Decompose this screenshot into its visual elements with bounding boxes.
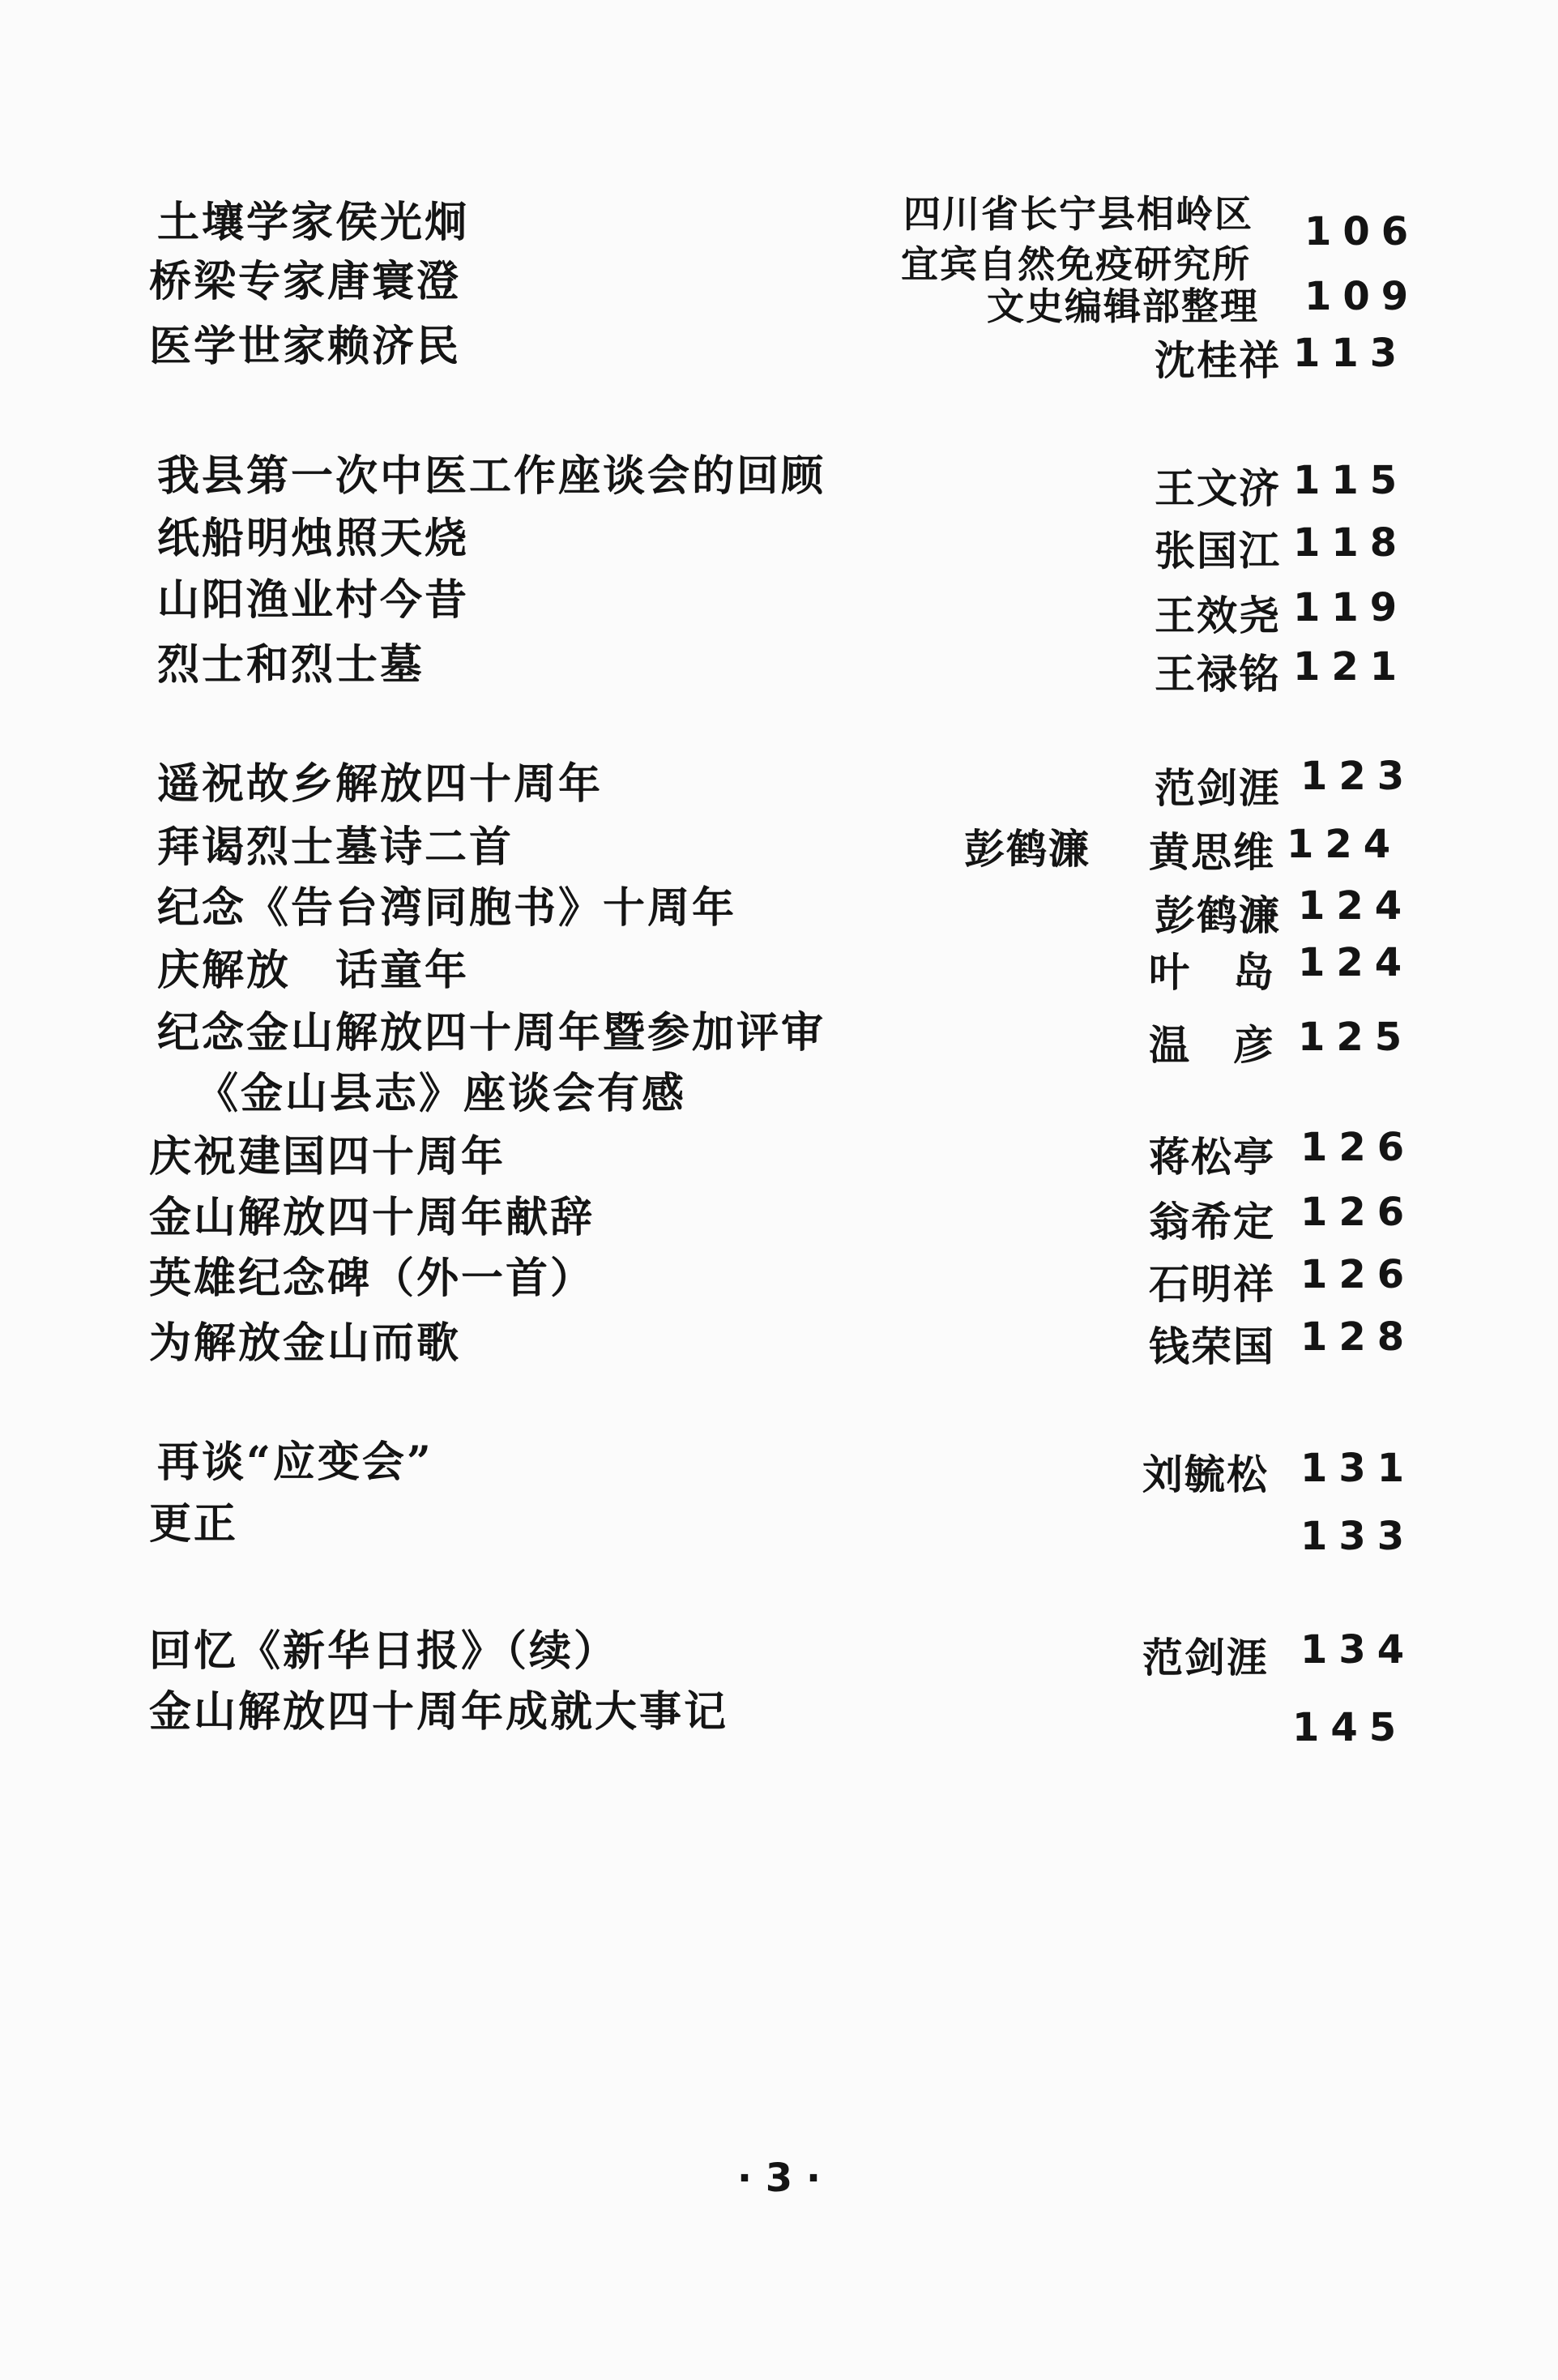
toc-title: 为解放金山而歌 — [149, 1318, 462, 1368]
toc-author: 王文济 — [1155, 464, 1281, 512]
toc-title: 土壤学家侯光炯 — [157, 198, 470, 247]
toc-author: 温 彦 — [1149, 1021, 1275, 1069]
toc-title: 纪念《告台湾同胞书》十周年 — [157, 883, 737, 933]
toc-page-number: 121 — [1293, 644, 1409, 690]
toc-author: 四川省长宁县相岭区 — [903, 192, 1253, 236]
toc-author: 彭鹤濂 — [1155, 891, 1281, 939]
toc-title: 金山解放四十周年成就大事记 — [149, 1687, 729, 1737]
toc-title: 我县第一次中医工作座谈会的回顾 — [157, 451, 826, 501]
toc-page-number: 128 — [1300, 1314, 1416, 1360]
toc-page-number: 125 — [1298, 1015, 1414, 1060]
toc-page-number: 115 — [1293, 458, 1409, 503]
toc-page-number: 124 — [1287, 822, 1402, 867]
toc-author: 黄思维 — [1149, 828, 1275, 876]
toc-author: 翁希定 — [1149, 1198, 1275, 1246]
toc-author: 蒋松亭 — [1149, 1133, 1275, 1181]
toc-title: 桥梁专家唐寰澄 — [149, 257, 462, 306]
toc-page-number: 124 — [1298, 940, 1414, 985]
toc-title: 遥祝故乡解放四十周年 — [157, 759, 604, 809]
toc-page-number: 124 — [1298, 883, 1414, 929]
toc-page-number: 126 — [1300, 1125, 1416, 1170]
toc-page-number: 113 — [1293, 331, 1409, 376]
toc-author: 沈桂祥 — [1155, 336, 1281, 384]
toc-page-number: 145 — [1292, 1705, 1408, 1750]
toc-page-number: 126 — [1300, 1252, 1416, 1297]
toc-author: 叶 岛 — [1149, 948, 1275, 996]
page-number: · 3 · — [736, 2156, 822, 2201]
toc-author: 王效尧 — [1155, 592, 1281, 639]
toc-page-number: 118 — [1293, 520, 1409, 566]
toc-author: 张国江 — [1155, 527, 1281, 575]
toc-title: 纸船明烛照天烧 — [157, 514, 470, 563]
toc-title: 《金山县志》座谈会有感 — [196, 1069, 687, 1118]
toc-page-number: 131 — [1300, 1446, 1416, 1491]
toc-page-number: 109 — [1304, 274, 1420, 319]
toc-page-number: 106 — [1304, 209, 1420, 254]
toc-page-number: 126 — [1300, 1190, 1416, 1235]
toc-title: 烈士和烈士墓 — [157, 640, 425, 690]
toc-author: 文史编辑部整理 — [987, 284, 1259, 328]
toc-page-number: 134 — [1300, 1627, 1416, 1673]
toc-author: 刘毓松 — [1142, 1451, 1269, 1498]
toc-title: 拜谒烈士墓诗二首 — [157, 823, 514, 872]
toc-title: 纪念金山解放四十周年暨参加评审 — [157, 1008, 826, 1058]
toc-author: 王禄铭 — [1155, 650, 1281, 698]
toc-author: 钱荣国 — [1149, 1322, 1275, 1370]
toc-author: 宜宾自然免疫研究所 — [901, 242, 1251, 286]
toc-title: 庆祝建国四十周年 — [149, 1132, 506, 1181]
toc-author: 彭鹤濂 — [964, 825, 1091, 873]
toc-title: 英雄纪念碑（外一首） — [149, 1254, 595, 1303]
toc-author: 范剑涯 — [1142, 1634, 1269, 1681]
toc-author: 石明祥 — [1149, 1260, 1275, 1308]
toc-title: 山阳渔业村今昔 — [157, 575, 470, 625]
toc-title: 庆解放 话童年 — [157, 946, 470, 995]
toc-title: 金山解放四十周年献辞 — [149, 1193, 595, 1242]
toc-page-number: 133 — [1300, 1514, 1416, 1559]
toc-title: 回忆《新华日报》（续） — [149, 1626, 619, 1676]
toc-author: 范剑涯 — [1155, 764, 1281, 812]
toc-title: 医学世家赖济民 — [149, 322, 462, 371]
toc-page-number: 123 — [1300, 754, 1416, 799]
toc-title: 再谈“应变会” — [157, 1438, 433, 1487]
toc-title: 更正 — [149, 1499, 239, 1549]
toc-page-number: 119 — [1293, 585, 1409, 630]
